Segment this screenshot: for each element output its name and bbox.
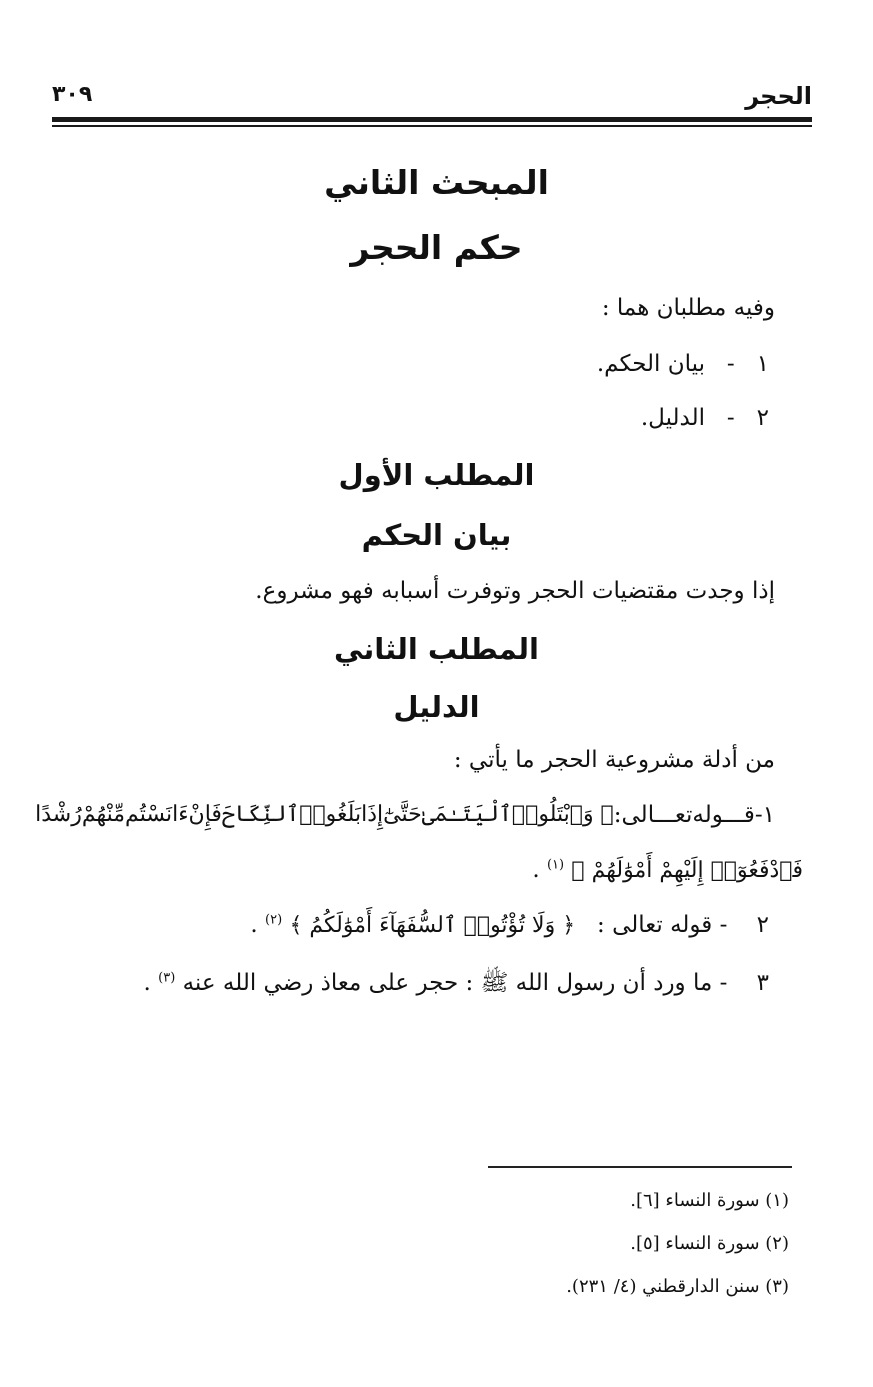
- footnote-ref: (١): [546, 857, 565, 873]
- matlab2-intro: من أدلة مشروعية الحجر ما يأتي :: [453, 747, 775, 773]
- matlab2-title: المطلب الثاني: [334, 632, 539, 666]
- footnote-ref: (٢): [265, 912, 283, 928]
- list-item-number: ١: [756, 351, 769, 377]
- section-title: المبحث الثاني: [324, 163, 549, 202]
- page-header: [52, 82, 812, 112]
- running-title: الحجر: [745, 82, 812, 110]
- footnote-rule: [488, 1166, 792, 1168]
- footnote-ref: (٣): [158, 970, 176, 986]
- section-intro: وفيه مطلبان هما :: [601, 295, 775, 321]
- matlab1-subtitle: بيان الحكم: [361, 518, 512, 552]
- section-subtitle: حكم الحجر: [350, 228, 523, 267]
- evidence-3: ٣ - ما ورد أن رسول الله ﷺ : حجر على معاذ رضي الله عنه $^{(٣)}$ .: [143, 970, 769, 996]
- footnote-2: (٢) سورة النساء [٥].: [630, 1233, 789, 1254]
- header-rule-thin: [52, 125, 812, 127]
- matlab1-title: المطلب الأول: [338, 458, 535, 492]
- quran-quote: فَٱدْفَعُوٓا۟ إِلَيْهِمْ أَمْوَٰلَهُمْ ﴾: [571, 858, 803, 883]
- footnote-3: (٣) سنن الدارقطني (٤/ ٢٣١).: [566, 1276, 789, 1297]
- list-item: ٢ - الدليل.: [640, 405, 769, 431]
- evidence-1-line-2: فَٱدْفَعُوٓا۟ إِلَيْهِمْ أَمْوَٰلَهُمْ ﴾ $^{(١)}$ .: [532, 857, 803, 883]
- matlab2-subtitle: الدليل: [393, 690, 480, 724]
- evidence-number: ٣: [756, 970, 769, 996]
- list-item-text: بيان الحكم.: [596, 351, 705, 377]
- evidence-lead: - قوله تعالى :: [597, 912, 728, 938]
- list-item: ١ - بيان الحكم.: [596, 351, 769, 377]
- evidence-1-line-1: ١ - قـــوله تعـــالى : ﴿ وَٱبْتَلُوا۟ ٱلْيَتَـٰمَىٰ حَتَّىٰٓ إِذَا بَلَغُوا۟ ٱلنِّكَاحَ فَإِنْ ءَانَسْتُم مِّنْهُمْ رُشْدًا: [35, 802, 775, 828]
- evidence-number: ١: [762, 802, 775, 828]
- matlab1-text: إذا وجدت مقتضيات الحجر وتوفرت أسبابه فهو مشروع.: [255, 578, 775, 604]
- list-item-text: الدليل.: [640, 405, 705, 431]
- quran-quote: ﴿ وَلَا تُؤْتُوا۟ ٱلسُّفَهَآءَ أَمْوَٰلَكُمُ ﴾: [289, 913, 576, 938]
- evidence-number: ٢: [756, 912, 769, 938]
- page-number: ٣٠٩: [52, 82, 93, 107]
- list-item-number: ٢: [756, 405, 769, 431]
- evidence-2: ٢ - قوله تعالى : ﴿ وَلَا تُؤْتُوا۟ ٱلسُّفَهَآءَ أَمْوَٰلَكُمُ ﴾ $^{(٢)}$ .: [250, 912, 769, 938]
- header-rule-thick: [52, 117, 812, 122]
- evidence-lead: - ما ورد أن رسول الله ﷺ : حجر على معاذ رضي الله عنه: [182, 970, 728, 996]
- footnote-1: (١) سورة النساء [٦].: [630, 1190, 789, 1211]
